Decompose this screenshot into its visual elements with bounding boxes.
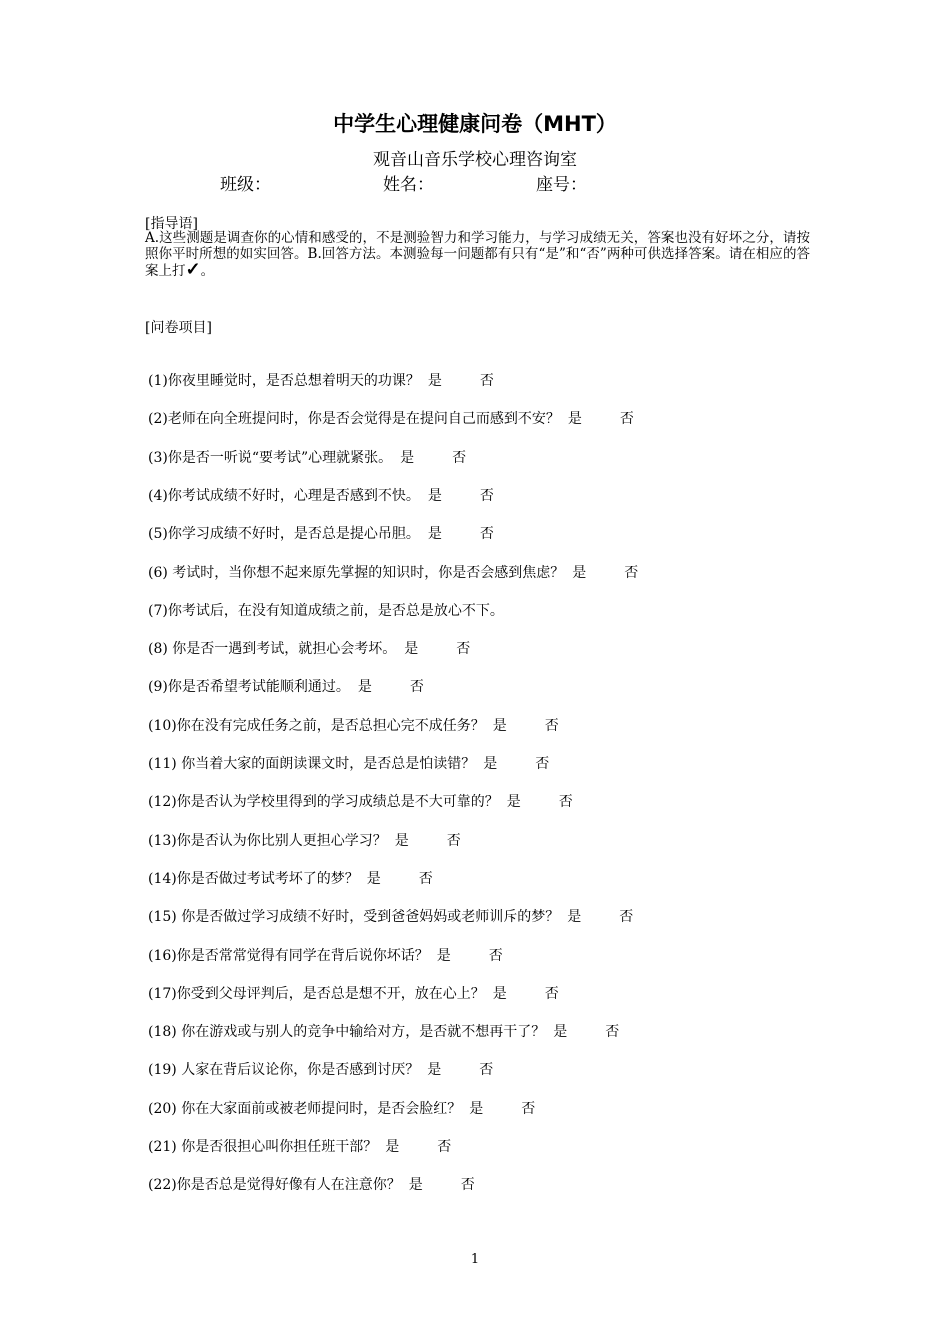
answer-yes-option[interactable]: 是 bbox=[492, 985, 507, 1002]
question-text: 你是否认为学校里得到的学习成绩总是不大可靠的？ bbox=[176, 794, 499, 811]
question-text: 你是否很担心叫你担任班干部？ bbox=[176, 1139, 378, 1155]
answer-no-option[interactable]: 否 bbox=[544, 985, 559, 1002]
items-header: [问卷项目] bbox=[145, 320, 212, 336]
question-number: (6) bbox=[148, 564, 168, 581]
question-number: (19) bbox=[148, 1062, 177, 1079]
answer-yes-option[interactable]: 是 bbox=[357, 679, 372, 696]
answer-no-option[interactable]: 否 bbox=[437, 1139, 452, 1155]
question-number: (10) bbox=[148, 717, 177, 734]
answer-yes-option[interactable]: 是 bbox=[506, 794, 521, 811]
question-item bbox=[148, 638, 470, 658]
question-text: 老师在向全班提问时，你是否会觉得是在提问自己而感到不安？ bbox=[167, 411, 560, 428]
question-number: (18) bbox=[148, 1024, 177, 1041]
answer-yes-option[interactable]: 是 bbox=[408, 1177, 423, 1194]
question-text: 你是否一遇到考试，就担心会考坏。 bbox=[167, 641, 397, 658]
question-number: (20) bbox=[148, 1100, 177, 1117]
answer-no-option[interactable]: 否 bbox=[452, 449, 467, 466]
question-item bbox=[148, 830, 461, 850]
question-item bbox=[148, 1021, 619, 1041]
answer-yes-option[interactable]: 是 bbox=[572, 564, 587, 581]
question-item bbox=[148, 791, 573, 811]
question-item bbox=[148, 447, 466, 467]
question-item bbox=[148, 676, 424, 696]
question-number: (1) bbox=[148, 373, 168, 389]
answer-yes-option[interactable]: 是 bbox=[427, 526, 442, 543]
question-text: 你受到父母评判后，是否总是想不开，放在心上？ bbox=[176, 985, 485, 1002]
question-text: 你是否认为你比别人更担心学习？ bbox=[176, 832, 387, 849]
question-item bbox=[148, 523, 494, 543]
question-item bbox=[148, 1136, 451, 1156]
answer-no-option[interactable]: 否 bbox=[521, 1100, 536, 1117]
question-text: 你在游戏或与别人的竞争中输给对方，是否就不想再干了？ bbox=[176, 1024, 546, 1041]
question-number: (4) bbox=[148, 487, 168, 504]
question-number: (22) bbox=[148, 1177, 177, 1194]
page-number: 1 bbox=[470, 1252, 480, 1267]
question-text: 你是否总是觉得好像有人在注意你？ bbox=[176, 1177, 401, 1194]
question-item bbox=[148, 1098, 535, 1118]
answer-no-option[interactable]: 否 bbox=[619, 909, 634, 926]
answer-yes-option[interactable]: 是 bbox=[427, 1062, 442, 1079]
answer-yes-option[interactable]: 是 bbox=[394, 832, 409, 849]
question-text: 你是否一听说“要考试”心理就紧张。 bbox=[167, 449, 393, 466]
answer-no-option[interactable]: 否 bbox=[488, 947, 503, 964]
answer-yes-option[interactable]: 是 bbox=[553, 1024, 568, 1041]
name-field-label: 姓名： bbox=[383, 175, 434, 195]
question-item bbox=[148, 753, 549, 773]
question-item bbox=[148, 1174, 475, 1194]
question-number: (16) bbox=[148, 947, 177, 964]
answer-no-option[interactable]: 否 bbox=[605, 1024, 620, 1041]
class-field-label: 班级： bbox=[220, 175, 271, 195]
instructions-text bbox=[145, 230, 810, 279]
question-number: (14) bbox=[148, 870, 177, 887]
question-number: (12) bbox=[148, 794, 177, 811]
answer-yes-option[interactable]: 是 bbox=[404, 641, 419, 658]
page-title: 中学生心理健康问卷（MHT） bbox=[333, 112, 617, 136]
answer-no-option[interactable]: 否 bbox=[479, 526, 494, 543]
answer-no-option[interactable]: 否 bbox=[624, 564, 639, 581]
question-item bbox=[148, 868, 433, 888]
question-item bbox=[148, 408, 634, 428]
answer-no-option[interactable]: 否 bbox=[446, 832, 461, 849]
answer-no-option[interactable]: 否 bbox=[535, 756, 550, 772]
question-number: (21) bbox=[148, 1139, 177, 1155]
question-text: 人家在背后议论你，你是否感到讨厌？ bbox=[176, 1062, 420, 1079]
question-text: 你考试成绩不好时，心理是否感到不快。 bbox=[167, 487, 420, 504]
answer-yes-option[interactable]: 是 bbox=[427, 487, 442, 504]
question-text: 你是否希望考试能顺利通过。 bbox=[167, 679, 350, 696]
question-number: (17) bbox=[148, 985, 177, 1002]
answer-yes-option[interactable]: 是 bbox=[567, 411, 582, 428]
question-number: (15) bbox=[148, 909, 177, 926]
question-number: (9) bbox=[148, 679, 168, 696]
question-number: (7) bbox=[148, 602, 168, 619]
question-text: 考试时，当你想不起来原先掌握的知识时，你是否会感到焦虑？ bbox=[167, 564, 565, 581]
answer-yes-option[interactable]: 是 bbox=[492, 717, 507, 734]
question-item bbox=[148, 1059, 493, 1079]
answer-yes-option[interactable]: 是 bbox=[385, 1139, 400, 1155]
question-text: 你是否做过学习成绩不好时，受到爸爸妈妈或老师训斥的梦？ bbox=[176, 909, 560, 926]
question-text: 你学习成绩不好时，是否总是提心吊胆。 bbox=[167, 526, 420, 543]
page-subtitle: 观音山音乐学校心理咨询室 bbox=[373, 150, 577, 170]
question-number: (8) bbox=[148, 641, 168, 658]
check-mark-icon: ✓ bbox=[185, 259, 201, 280]
question-text: 你在没有完成任务之前，是否总担心完不成任务？ bbox=[176, 717, 485, 734]
instructions-end: 。 bbox=[200, 263, 215, 279]
question-text: 你考试后，在没有知道成绩之前，是否总是放心不下。 bbox=[167, 602, 504, 619]
question-text: 你是否常常觉得有同学在背后说你坏话？ bbox=[176, 947, 429, 964]
answer-no-option[interactable]: 否 bbox=[456, 641, 471, 658]
answer-no-option[interactable]: 否 bbox=[479, 1062, 494, 1079]
question-item bbox=[148, 600, 550, 620]
answer-no-option[interactable]: 否 bbox=[558, 794, 573, 811]
question-item bbox=[148, 906, 633, 926]
answer-yes-option[interactable]: 是 bbox=[427, 373, 442, 389]
answer-no-option[interactable]: 否 bbox=[409, 679, 424, 696]
answer-yes-option[interactable]: 是 bbox=[400, 449, 415, 466]
instructions-header: [指导语] bbox=[145, 216, 198, 232]
question-item bbox=[148, 370, 494, 390]
seat-field-label: 座号： bbox=[536, 175, 587, 195]
question-text: 你夜里睡觉时，是否总想着明天的功课？ bbox=[167, 373, 420, 389]
question-item bbox=[148, 715, 559, 735]
answer-no-option[interactable]: 否 bbox=[544, 717, 559, 734]
question-number: (3) bbox=[148, 449, 168, 466]
question-item bbox=[148, 945, 503, 965]
answer-no-option[interactable]: 否 bbox=[418, 870, 433, 887]
answer-no-option[interactable]: 否 bbox=[479, 487, 494, 504]
answer-yes-option[interactable]: 是 bbox=[366, 870, 381, 887]
answer-no-option[interactable]: 否 bbox=[479, 373, 494, 389]
question-number: (11) bbox=[148, 756, 177, 772]
answer-yes-option[interactable]: 是 bbox=[436, 947, 451, 964]
answer-yes-option[interactable]: 是 bbox=[567, 909, 582, 926]
question-number: (13) bbox=[148, 832, 177, 849]
question-text: 你当着大家的面朗读课文时，是否总是怕读错？ bbox=[176, 756, 476, 772]
question-number: (2) bbox=[148, 411, 168, 428]
question-item bbox=[148, 485, 494, 505]
answer-yes-option[interactable]: 是 bbox=[469, 1100, 484, 1117]
answer-no-option[interactable]: 否 bbox=[619, 411, 634, 428]
answer-yes-option[interactable]: 是 bbox=[483, 756, 498, 772]
instructions-body: A.这些测题是调查你的心情和感受的，不是测验智力和学习能力，与学习成绩无关，答案也没有好坏之分，请按照你平时所想的如实回答。B.回答方法。本测验每一问题都有只有“是”和“否”两种可供选择答案。请在相应的答案上打 bbox=[145, 230, 810, 279]
question-item bbox=[148, 562, 638, 582]
answer-no-option[interactable]: 否 bbox=[460, 1177, 475, 1194]
question-text: 你在大家面前或被老师提问时，是否会脸红？ bbox=[176, 1100, 462, 1117]
question-item bbox=[148, 983, 559, 1003]
question-number: (5) bbox=[148, 526, 168, 543]
question-text: 你是否做过考试考坏了的梦？ bbox=[176, 870, 359, 887]
